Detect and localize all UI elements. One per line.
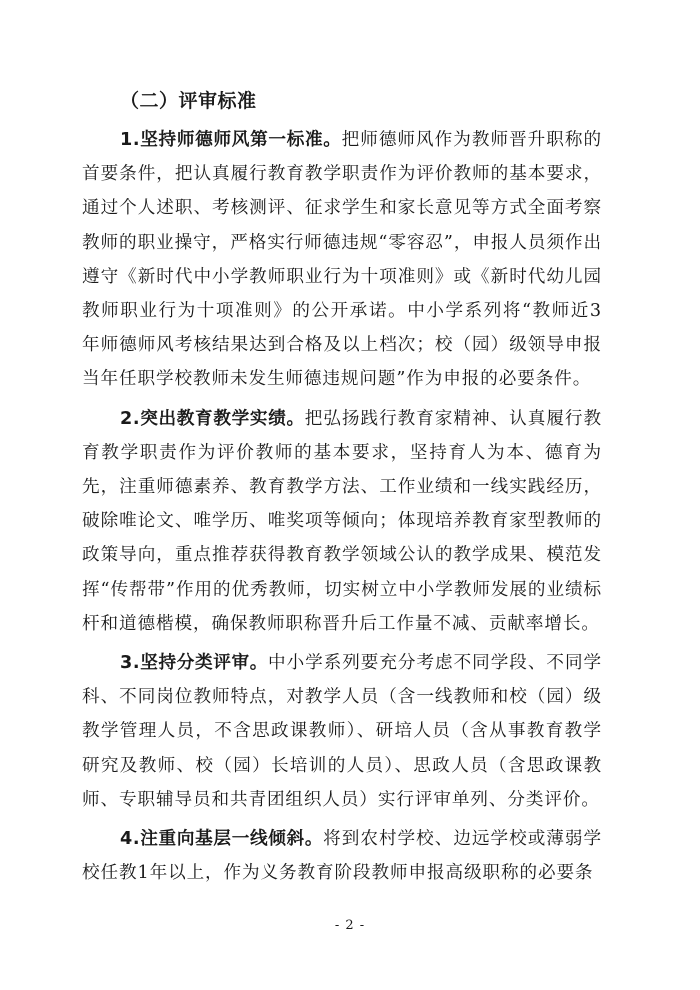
paragraph-text: 中小学系列要充分考虑不同学段、不同学科、不同岗位教师特点，对教学人员（含一线教师和校（园）级教学管理人员，不含思政课教师）、研培人员（含从事教育教学研究及教师、校（园）长培训的人员）、思政人员（含思政课教师、专职辅导员和共青团组织人员）实行评审单列、分类评价。 bbox=[82, 653, 603, 810]
section-heading: （二）评审标准 bbox=[120, 90, 257, 112]
paragraph-text: 把师德师风作为教师晋升职称的首要条件，把认真履行教育教学职责作为评价教师的基本要求，通过个人述职、考核测评、征求学生和家长意见等方式全面考察教师的职业操守，严格实行师德违规“零容忍”，申报人员须作出遵守《新时代中小学教师职业行为十项准则》或《新时代幼儿园教师职业行为十项准则》的公开承诺。中小学系列将“教师近3年师德师风考核结果达到合格及以上档次；校（园）级领导申报当年任职学校教师未发生师德违规问题”作为申报的必要条件。 bbox=[82, 130, 602, 390]
paragraph-lead: 2.突出教育教学实绩。 bbox=[120, 408, 305, 429]
paragraph-text: 将到农村学校、边远学校或薄弱学校任教1年以上，作为义务教育阶段教师申报高级职称的必要条 bbox=[82, 829, 602, 884]
paragraph-lead: 4.注重向基层一线倾斜。 bbox=[120, 829, 324, 850]
paragraph-grassroots-preference bbox=[82, 822, 602, 890]
paragraph-classified-review bbox=[82, 646, 602, 817]
document-body bbox=[82, 123, 602, 895]
paragraph-text: 把弘扬践行教育家精神、认真履行教育教学职责作为评价教师的基本要求，坚持育人为本、德育为先，注重师德素养、教育教学方法、工作业绩和一线实践经历，破除唯论文、唯学历、唯奖项等倾向；体现培养教育家型教师的政策导向，重点推荐获得教育教学领域公认的教学成果、模范发挥“传帮带”作用的优秀教师，切实树立中小学教师发展的业绩标杆和道德楷模，确保教师职称晋升后工作量不减、贡献率增长。 bbox=[82, 408, 602, 634]
paragraph-teacher-ethics bbox=[82, 123, 602, 397]
paragraph-lead: 1.坚持师德师风第一标准。 bbox=[120, 130, 342, 150]
paragraph-teaching-performance bbox=[82, 402, 602, 641]
page-number: - 2 - bbox=[334, 918, 366, 933]
paragraph-lead: 3.坚持分类评审。 bbox=[120, 653, 269, 674]
